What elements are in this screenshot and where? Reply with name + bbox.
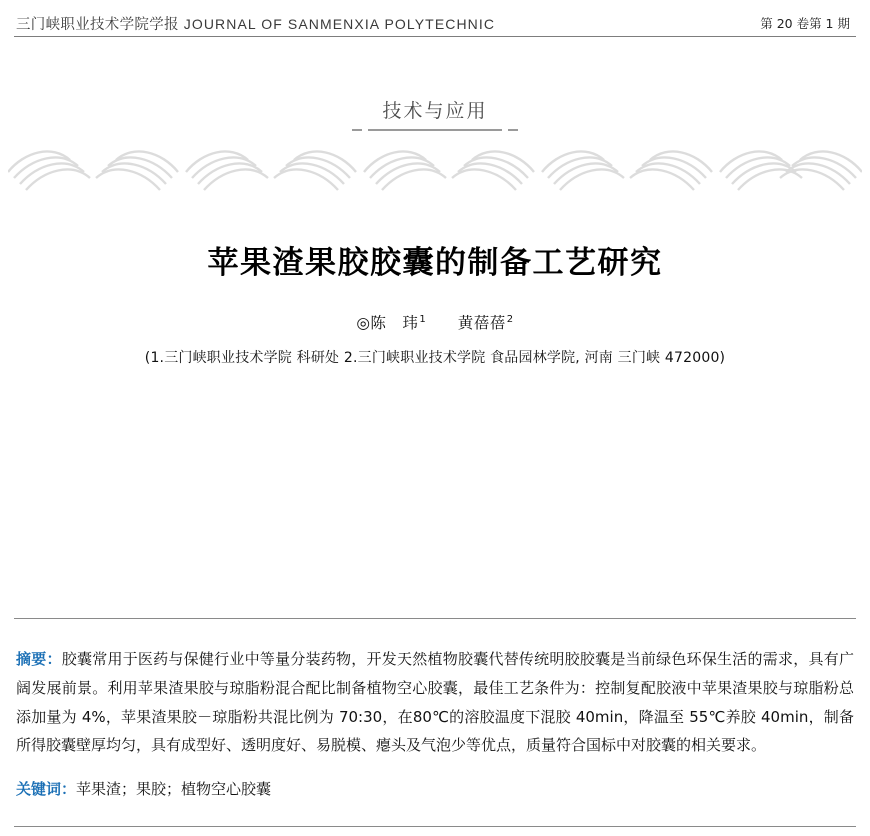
author-affil-sup-2: 2 bbox=[506, 313, 514, 325]
abstract-text: 胶囊常用于医药与保健行业中等量分装药物，开发天然植物胶囊代替传统明胶胶囊是当前绿色环保生活的需求，具有广阔发展前景。利用苹果渣果胶与琼脂粉混合配比制备植物空心胶囊，最佳工艺条件为：控制复配胶液中苹果渣果胶与琼脂粉总添加量为 4%，苹果渣果胶－琼脂粉共混比例为 70:30，在80℃的溶胶温度下混胶 40min，降温至 55℃养胶 40min，制备所得胶囊壁厚均匀，具有成型好、透明度好、易脱模、瘪头及气泡少等优点，质量符合国标中对胶囊的相关要求。 bbox=[16, 650, 854, 755]
author-name-2: 黄蓓蓓 bbox=[457, 314, 506, 333]
page-title: 苹果渣果胶胶囊的制备工艺研究 bbox=[207, 244, 663, 281]
section-banner bbox=[0, 96, 870, 131]
abstract-separator: ： bbox=[46, 650, 62, 668]
keywords-text: 苹果渣；果胶；植物空心胶囊 bbox=[76, 780, 272, 799]
keywords-separator: ： bbox=[61, 780, 77, 799]
author-list bbox=[0, 311, 870, 333]
keywords-label: 关键词 bbox=[16, 780, 62, 799]
journal-name-cn: 三门峡职业技术学院学报 bbox=[16, 16, 179, 33]
abstract-paragraph bbox=[16, 645, 854, 760]
author-mark: ◎ bbox=[356, 314, 371, 333]
section-label: 技术与应用 bbox=[368, 96, 501, 131]
footer-rule bbox=[14, 826, 856, 827]
keywords-paragraph bbox=[16, 775, 854, 804]
author-name-1: 陈 玮 bbox=[370, 314, 419, 333]
journal-name-en: JOURNAL OF SANMENXIA POLYTECHNIC bbox=[183, 15, 496, 32]
author-affil-sup-1: 1 bbox=[419, 313, 427, 325]
header-rule bbox=[14, 36, 856, 37]
affiliation: (1.三门峡职业技术学院 科研处 2.三门峡职业技术学院 食品园林学院, 河南 三门峡 472000) bbox=[144, 350, 726, 367]
running-head-issue: 第 20 卷第 1 期 bbox=[760, 16, 850, 31]
abstract-top-rule bbox=[14, 618, 856, 619]
abstract-label: 摘要 bbox=[16, 650, 47, 668]
title-block bbox=[0, 222, 870, 367]
running-head bbox=[16, 8, 854, 38]
running-head-journal bbox=[16, 13, 495, 34]
abstract-section bbox=[16, 630, 854, 819]
decorative-wave-band bbox=[8, 140, 862, 192]
